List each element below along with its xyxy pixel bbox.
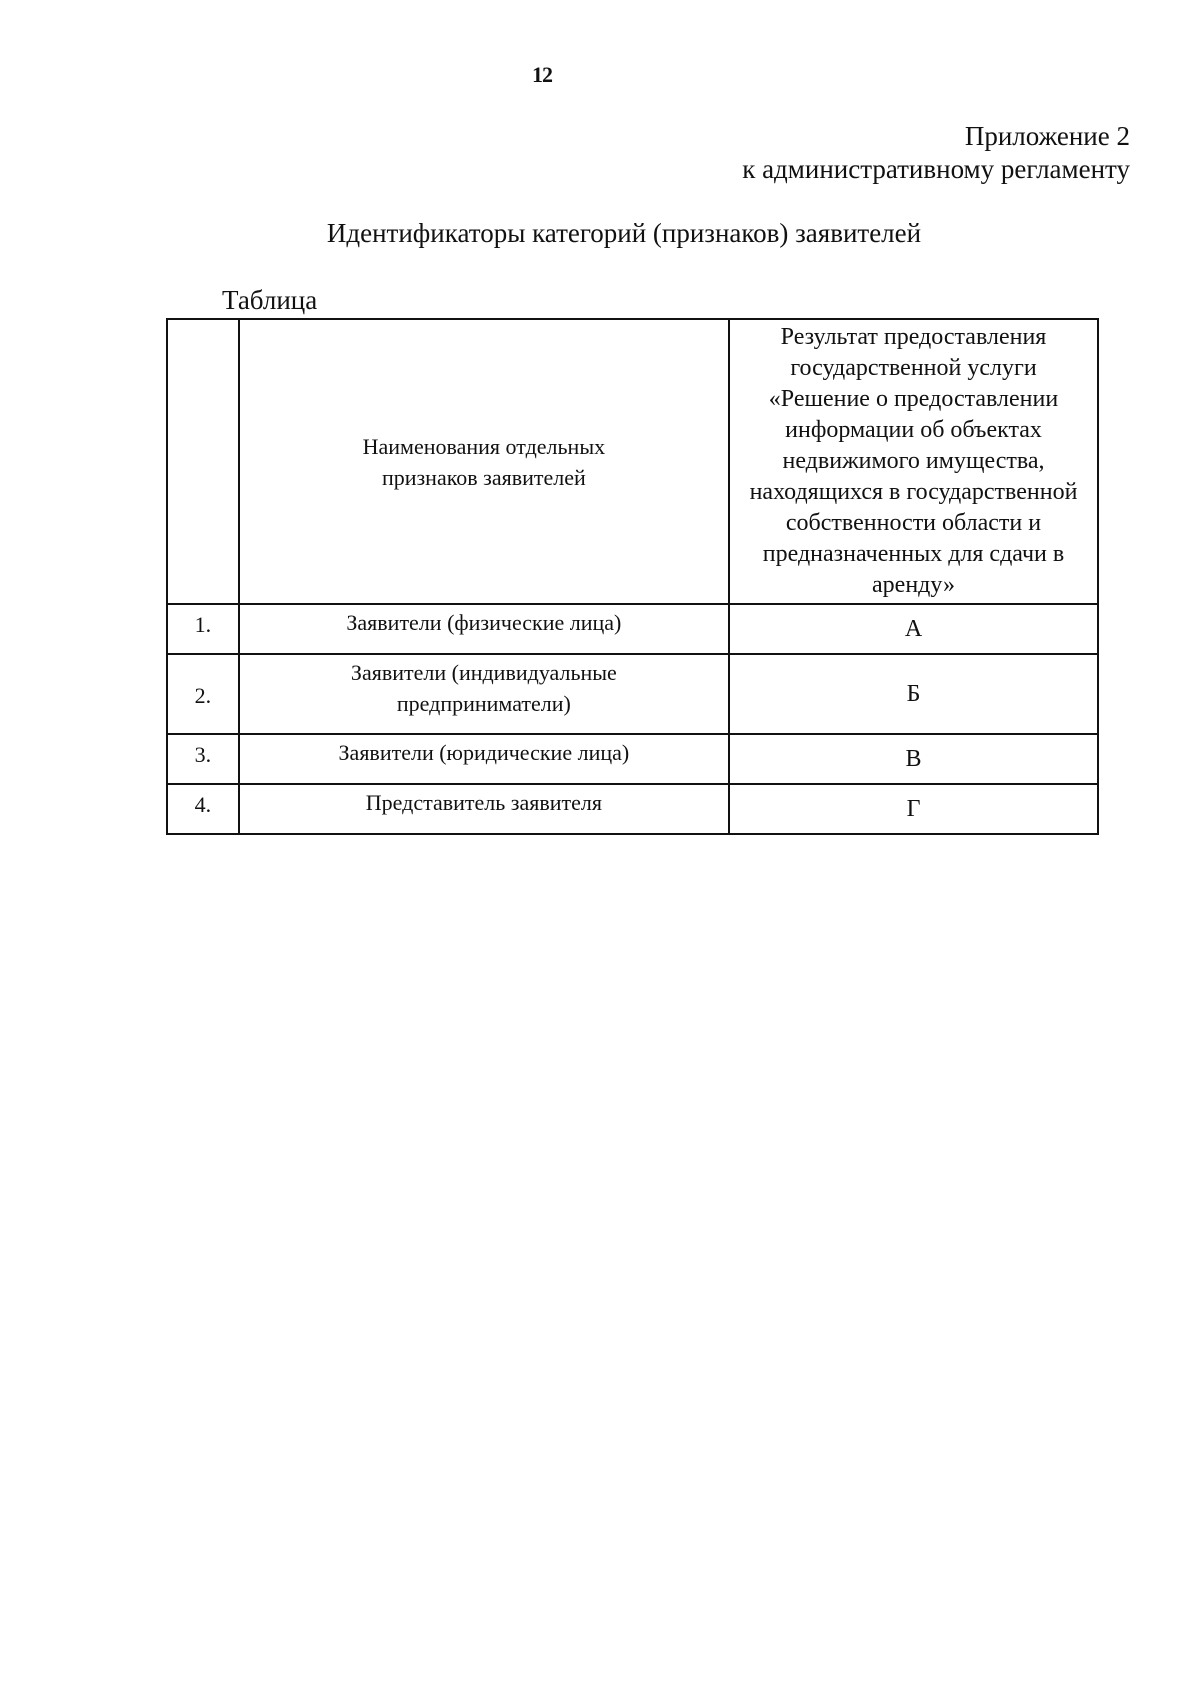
- table-row: [167, 604, 1098, 654]
- row-name: Заявители (физические лица): [239, 604, 729, 654]
- table-row: [167, 734, 1098, 784]
- table-row: [167, 784, 1098, 834]
- row-name: [239, 654, 729, 734]
- row-name: Представитель заявителя: [239, 784, 729, 834]
- appendix-line-2: к административному регламенту: [742, 154, 1130, 184]
- row-name-text: Заявители (индивидуальные предприниматели): [350, 660, 617, 716]
- document-title: Идентификаторы категорий (признаков) заявителей: [326, 218, 922, 248]
- header-name-text: Наименования отдельных признаков заявителей: [362, 433, 606, 490]
- page-number: 12: [532, 62, 552, 87]
- appendix-heading: [742, 120, 1130, 186]
- row-number: 2.: [167, 654, 239, 734]
- row-number: 4.: [167, 784, 239, 834]
- row-number: 1.: [167, 604, 239, 654]
- row-code: А: [729, 604, 1098, 654]
- appendix-line-1: Приложение 2: [964, 121, 1130, 151]
- header-num-cell: [167, 319, 239, 604]
- table-header-row: [167, 319, 1098, 604]
- row-number: 3.: [167, 734, 239, 784]
- header-name-cell: [239, 319, 729, 604]
- row-code: Б: [729, 654, 1098, 734]
- header-result-text: Результат предоставления государственной услуги «Решение о предоставлении информации об объектах недвижимого имущества, находящихся в государственной собственности области и предназначенных для сдачи в аренду»: [749, 324, 1078, 598]
- applicant-categories-table: [166, 318, 1099, 835]
- row-code: В: [729, 734, 1098, 784]
- row-name: Заявители (юридические лица): [239, 734, 729, 784]
- table-row: [167, 654, 1098, 734]
- row-code: Г: [729, 784, 1098, 834]
- header-result-cell: [729, 319, 1098, 604]
- table-caption: Таблица: [222, 285, 318, 315]
